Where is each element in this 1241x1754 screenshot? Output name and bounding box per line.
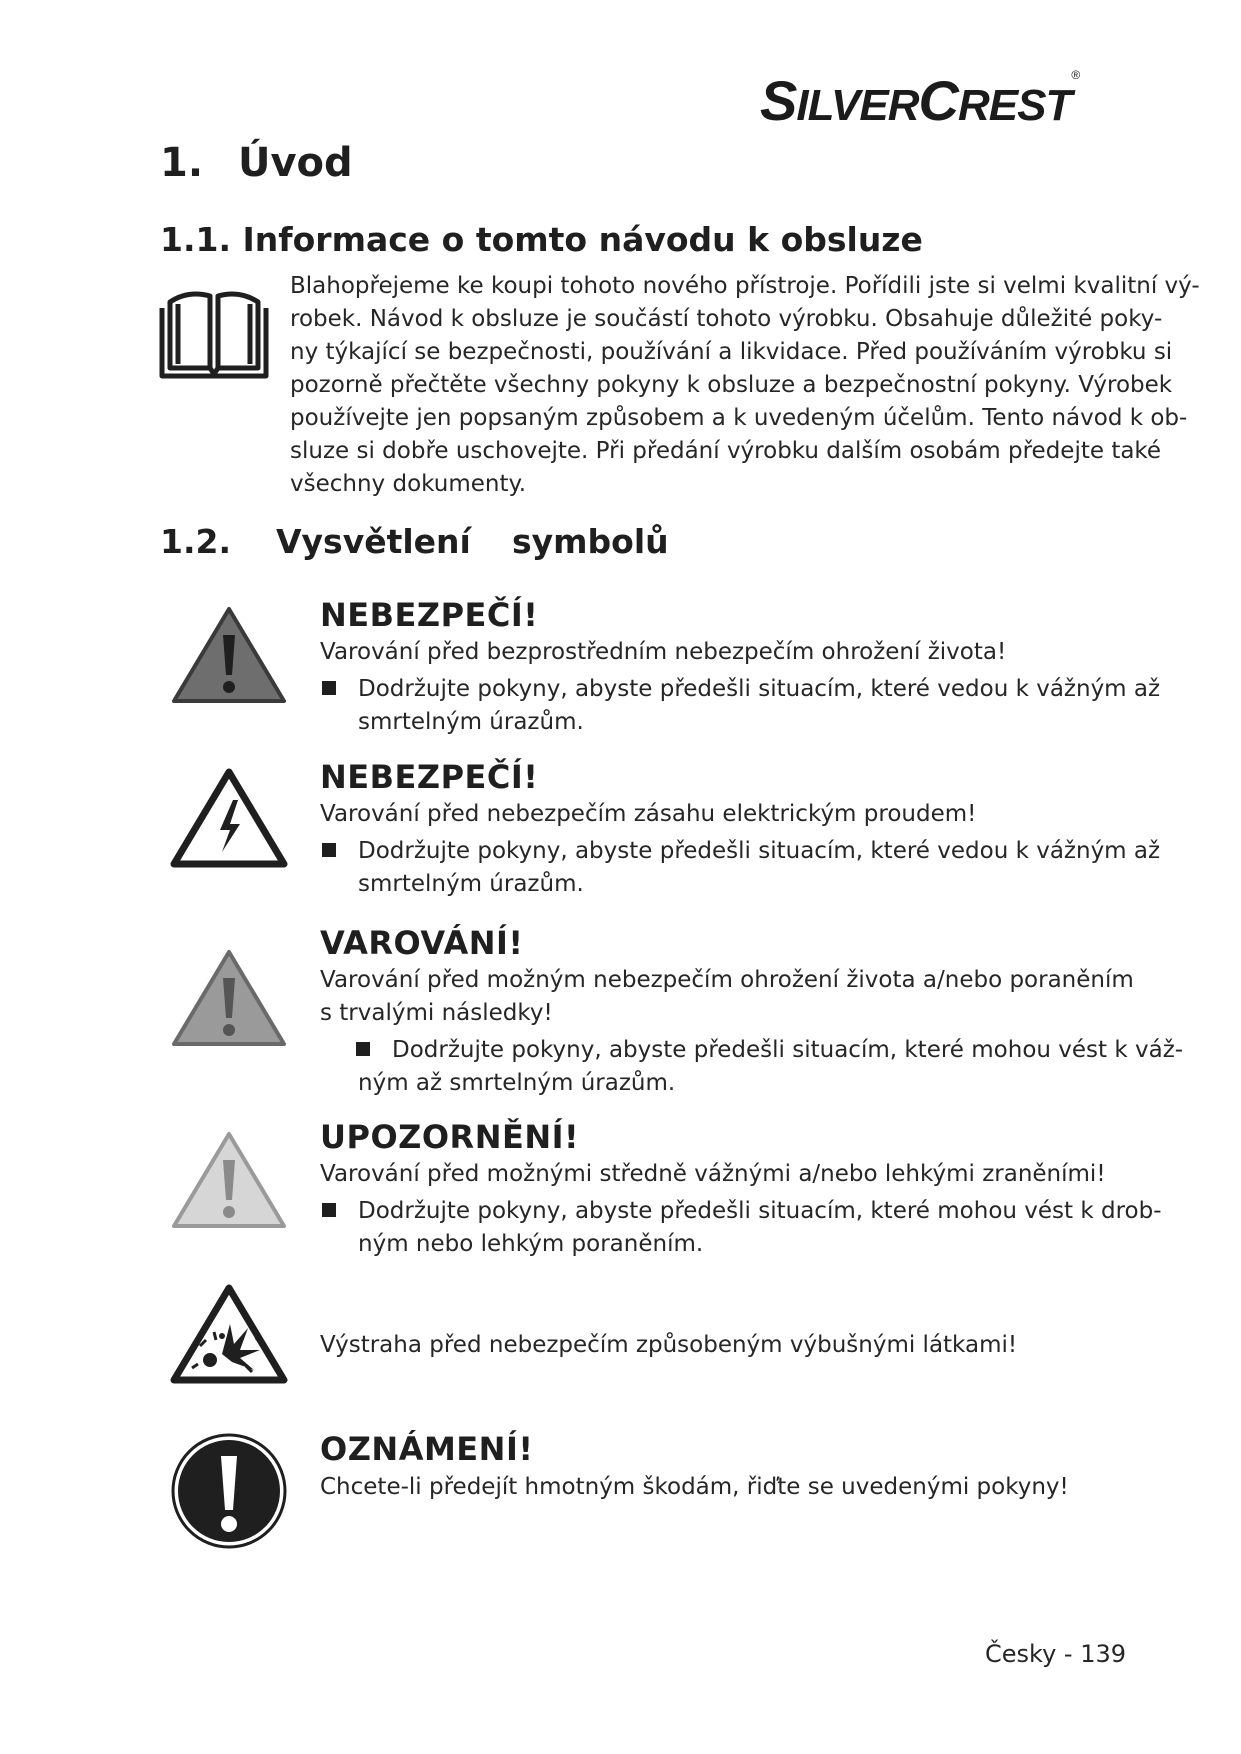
- symbol-description: Chcete-li předejít hmotným škodám, řiďte se uvedenými pokyny!: [320, 1474, 1069, 1500]
- symbol-description: [320, 964, 1134, 1030]
- bullet-text-continued: smrtelným úrazům.: [358, 709, 584, 735]
- chapter-number: 1.: [160, 140, 204, 186]
- symbol-title: NEBEZPEČÍ!: [320, 758, 539, 796]
- section-1-2-number: 1.2.: [160, 522, 231, 561]
- warning-triangle-dark-icon: [170, 605, 288, 705]
- bullet-square-icon: [322, 843, 336, 857]
- bullet-text: Dodržujte pokyny, abyste předešli situacím, které mohou vést k váž-: [392, 1037, 1184, 1063]
- bullet-text-continued: ným nebo lehkým poraněním.: [358, 1231, 704, 1257]
- section-1-2-title-word1: Vysvětlení: [276, 522, 471, 561]
- bullet-text: Dodržujte pokyny, abyste předešli situacím, které vedou k vážným až: [358, 838, 1161, 864]
- explosive-triangle-icon: [170, 1284, 288, 1384]
- section-1-2-heading: [160, 522, 669, 561]
- symbol-bullet: [322, 835, 1160, 901]
- paragraph-line: sluze si dobře uschovejte. Při předání výrobku dalším osobám předejte také: [290, 438, 1162, 464]
- silvercrest-logo: SILVERCREST®: [760, 68, 1080, 132]
- symbol-description: Varování před možnými středně vážnými a/nebo lehkými zraněními!: [320, 1161, 1106, 1187]
- warning-triangle-medium-icon: [170, 948, 288, 1048]
- section-1-1-heading: [160, 220, 923, 259]
- section-1-1-number: 1.1.: [160, 220, 231, 259]
- section-1-1-paragraph: [290, 270, 1200, 501]
- symbol-description: Výstraha před nebezpečím způsobeným výbušnými látkami!: [320, 1332, 1018, 1358]
- bullet-text-continued: smrtelným úrazům.: [358, 871, 584, 897]
- paragraph-line: používejte jen popsaným způsobem a k uvedeným účelům. Tento návod k ob-: [290, 405, 1188, 431]
- bullet-square-icon: [322, 1203, 336, 1217]
- section-1-2-title-word2: symbolů: [512, 522, 669, 561]
- symbol-bullet: [322, 673, 1160, 739]
- symbol-title: VAROVÁNÍ!: [320, 924, 524, 962]
- paragraph-line: robek. Návod k obsluze je součástí tohoto výrobku. Obsahuje důležité poky-: [290, 306, 1163, 332]
- chapter-title: Úvod: [238, 140, 353, 186]
- section-1-1-title: Informace o tomto návodu k obsluze: [242, 220, 923, 259]
- bullet-text-continued: ným až smrtelným úrazům.: [358, 1070, 676, 1096]
- symbol-description-line: Varování před možným nebezpečím ohrožení života a/nebo poraněním: [320, 967, 1134, 993]
- bullet-square-icon: [322, 681, 336, 695]
- bullet-text: Dodržujte pokyny, abyste předešli situacím, které vedou k vážným až: [358, 676, 1161, 702]
- page-number: Česky - 139: [985, 1640, 1126, 1668]
- manual-book-icon: [158, 290, 270, 380]
- paragraph-line: pozorně přečtěte všechny pokyny k obsluze a bezpečnostní pokyny. Výrobek: [290, 372, 1173, 398]
- paragraph-line: všechny dokumenty.: [290, 471, 527, 497]
- symbol-bullet: [356, 1034, 1183, 1067]
- bullet-square-icon: [356, 1042, 370, 1056]
- symbol-title: NEBEZPEČÍ!: [320, 596, 539, 634]
- bullet-text: Dodržujte pokyny, abyste předešli situacím, které mohou vést k drob-: [358, 1198, 1162, 1224]
- symbol-title: OZNÁMENÍ!: [320, 1430, 534, 1468]
- symbol-description: Varování před nebezpečím zásahu elektrickým proudem!: [320, 801, 977, 827]
- electric-shock-triangle-icon: [170, 768, 288, 868]
- paragraph-line: ny týkající se bezpečnosti, používání a likvidace. Před používáním výrobku si: [290, 339, 1173, 365]
- symbol-title: UPOZORNĚNÍ!: [320, 1118, 580, 1156]
- chapter-heading: [160, 140, 353, 186]
- warning-triangle-light-icon: [170, 1130, 288, 1230]
- symbol-bullet: [322, 1195, 1162, 1261]
- paragraph-line: Blahopřejeme ke koupi tohoto nového přístroje. Pořídili jste si velmi kvalitní vý-: [290, 273, 1200, 299]
- symbol-description: Varování před bezprostředním nebezpečím ohrožení života!: [320, 639, 1007, 665]
- symbol-description-line: s trvalými následky!: [320, 1000, 553, 1026]
- notice-exclamation-circle-icon: [170, 1432, 288, 1550]
